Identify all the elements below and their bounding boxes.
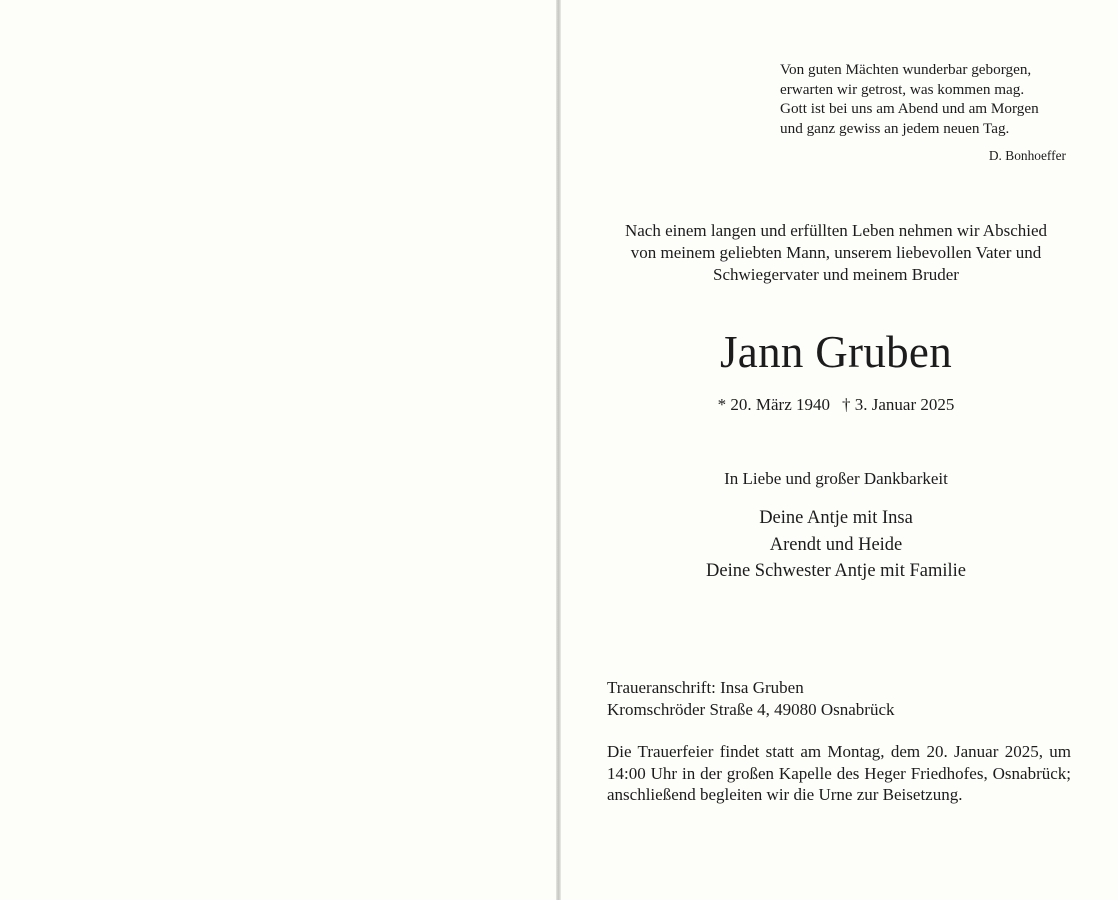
epigraph	[780, 60, 1090, 166]
mourners-list	[601, 505, 1071, 585]
mourning-address	[607, 677, 1071, 720]
epigraph-author: D. Bonhoeffer	[988, 148, 1066, 163]
epigraph-line: und ganz gewiss an jedem neuen Tag.	[780, 119, 1010, 137]
intro-text	[601, 220, 1071, 286]
intro-line: Schwiegervater und meinem Bruder	[713, 265, 959, 284]
intro-line: von meinem geliebten Mann, unserem liebevollen Vater und	[630, 243, 1042, 262]
epigraph-line: Gott ist bei uns am Abend und am Morgen	[780, 100, 1039, 117]
love-line: In Liebe und großer Dankbarkeit	[724, 469, 948, 488]
mourner: Arendt und Heide	[769, 534, 903, 555]
birth-date: * 20. März 1940	[717, 395, 830, 414]
mourner: Deine Antje mit Insa	[759, 508, 913, 528]
service-details: Die Trauerfeier findet statt am Montag, dem 20. Januar 2025, um 14:00 Uhr in der großen Kapelle des Heger Friedhofes, Osnabrück; anschließend begleiten wir die Urne zur Beisetzung.	[607, 742, 1071, 804]
address-line: Kromschröder Straße 4, 49080 Osnabrück	[607, 699, 895, 719]
life-dates	[601, 394, 1071, 416]
mourner: Deine Schwester Antje mit Familie	[706, 561, 966, 581]
deceased-name: Jann Gruben	[720, 327, 952, 377]
epigraph-line: erwarten wir getrost, was kommen mag.	[780, 80, 1025, 98]
intro-line: Nach einem langen und erfüllten Leben nehmen wir Abschied	[624, 221, 1048, 240]
right-page	[561, 0, 1118, 900]
left-page	[0, 0, 556, 900]
death-date: † 3. Januar 2025	[842, 395, 955, 414]
address-line: Traueranschrift: Insa Gruben	[607, 678, 804, 697]
epigraph-line: Von guten Mächten wunderbar geborgen,	[780, 61, 1032, 78]
